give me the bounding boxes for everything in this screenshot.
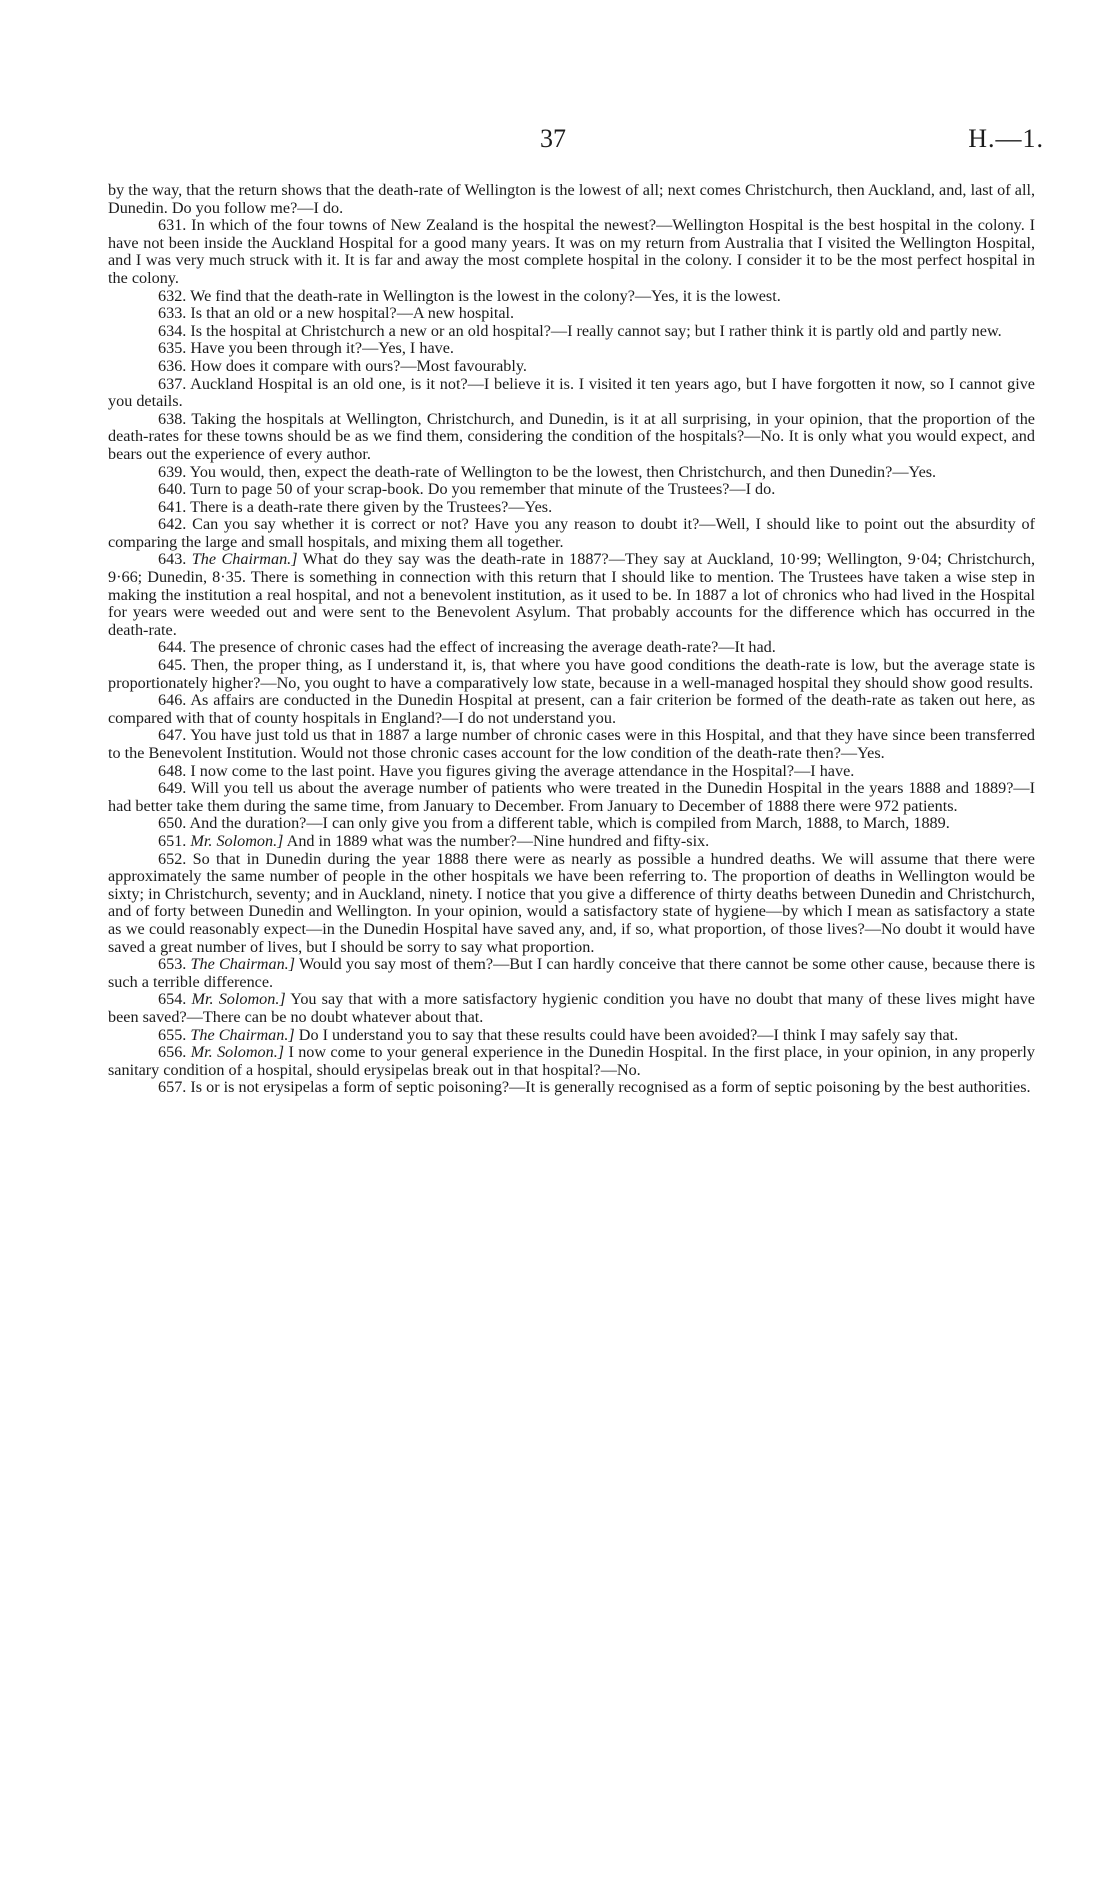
question-paragraph [108, 182, 1035, 217]
paragraph-text: 640. Turn to page 50 of your scrap-book. Do you remember that minute of the Trustees?—I do. [158, 480, 776, 499]
question-paragraph [108, 358, 1035, 376]
question-paragraph [108, 516, 1035, 551]
transcript-body [108, 182, 1035, 1097]
paragraph-text: 639. You would, then, expect the death-rate of Wellington to be the lowest, then Christchurch, and then Dunedin?—Yes. [158, 462, 937, 481]
document-code: H.—1. [968, 124, 1044, 153]
paragraph-text: I now come to your general experience in the Dunedin Hospital. In the first place, in your opinion, in any properly sanitary condition of a hospital, should erysipelas break out in that hospital?—No. [108, 1043, 1035, 1079]
paragraph-text: 633. Is that an old or a new hospital?—A new hospital. [158, 304, 515, 323]
question-number: 656. [158, 1043, 191, 1062]
paragraph-text: And in 1889 what was the number?—Nine hundred and fifty-six. [286, 831, 710, 850]
question-paragraph [108, 657, 1035, 692]
paragraph-text: What do they say was the death-rate in 1887?—They say at Auckland, 10·99; Wellington, 9·04; Christchurch, 9·66; Dunedin, 8·35. There is something in connection with this return that I should like to mention. The Trustees have taken a wise step in making the institution a real hospital, and not a benevolent institution, as it used to be. In 1887 a lot of chronics who had lived in the Hospital for years were weeded out and were sent to the Benevolent Asylum. That probably accounts for the difference which has occurred in the death-rate. [108, 550, 1035, 639]
speaker-label: The Chairman.] [190, 955, 296, 974]
question-number: 651. [158, 831, 191, 850]
paragraph-text: 635. Have you been through it?—Yes, I have. [158, 339, 454, 358]
paragraph-text: 645. Then, the proper thing, as I understand it, is, that where you have good conditions the death-rate is low, but the average state is proportionately higher?—No, you ought to have a comparatively low state, because in a well-managed hospital they should show good results. [108, 656, 1035, 692]
question-paragraph [108, 1044, 1035, 1079]
paragraph-text: 641. There is a death-rate there given by the Trustees?—Yes. [158, 497, 553, 516]
question-paragraph [108, 411, 1035, 464]
paragraph-text: 634. Is the hospital at Christchurch a new or an old hospital?—I really cannot say; but I rather think it is partly old and partly new. [158, 321, 1002, 340]
paragraph-text: 650. And the duration?—I can only give you from a different table, which is compiled from March, 1888, to March, 1889. [158, 814, 950, 833]
paragraph-text: 649. Will you tell us about the average number of patients who were treated in the Dunedin Hospital in the years 1888 and 1889?—I had better take them during the same time, from January to December. From January to December of 1888 there were 972 patients. [108, 779, 1035, 815]
paragraph-text: 642. Can you say whether it is correct or not? Have you any reason to doubt it?—Well, I should like to point out the absurdity of comparing the large and small hospitals, and mixing them all together. [108, 515, 1035, 551]
question-paragraph [108, 1027, 1035, 1045]
paragraph-text: 644. The presence of chronic cases had the effect of increasing the average death-rate?—It had. [158, 638, 776, 657]
paragraph-text: Do I understand you to say that these results could have been avoided?—I think I may safely say that. [298, 1025, 959, 1044]
question-paragraph [108, 305, 1035, 323]
question-paragraph [108, 780, 1035, 815]
speaker-label: Mr. Solomon.] [190, 831, 284, 850]
question-number: 654. [158, 990, 192, 1009]
question-number: 643. [158, 550, 192, 569]
paragraph-text: You say that with a more satisfactory hygienic condition you have no doubt that many of these lives might have been saved?—There can be no doubt whatever about that. [108, 990, 1035, 1026]
speaker-label: Mr. Solomon.] [191, 990, 286, 1009]
question-number: 655. [158, 1025, 191, 1044]
page-number: 37 [540, 124, 566, 153]
question-paragraph [108, 833, 1035, 851]
question-paragraph [108, 815, 1035, 833]
paragraph-text: 657. Is or is not erysipelas a form of septic poisoning?—It is generally recognised as a form of septic poisoning by the best authorities. [158, 1078, 1031, 1097]
question-paragraph [108, 464, 1035, 482]
question-paragraph [108, 639, 1035, 657]
question-paragraph [108, 1079, 1035, 1097]
speaker-label: Mr. Solomon.] [190, 1043, 285, 1062]
question-paragraph [108, 851, 1035, 957]
question-paragraph [108, 340, 1035, 358]
question-paragraph [108, 481, 1035, 499]
question-paragraph [108, 991, 1035, 1026]
question-paragraph [108, 727, 1035, 762]
question-paragraph [108, 323, 1035, 341]
speaker-label: The Chairman.] [190, 1025, 295, 1044]
question-paragraph [108, 499, 1035, 517]
question-paragraph [108, 217, 1035, 287]
question-paragraph [108, 551, 1035, 639]
paragraph-text: 632. We find that the death-rate in Wellington is the lowest in the colony?—Yes, it is the lowest. [158, 286, 781, 305]
question-paragraph [108, 376, 1035, 411]
question-paragraph [108, 763, 1035, 781]
paragraph-text: by the way, that the return shows that the death-rate of Wellington is the lowest of all; next comes Christchurch, then Auckland, and, last of all, Dunedin. Do you follow me?—I do. [108, 181, 1035, 217]
paragraph-text: 631. In which of the four towns of New Zealand is the hospital the newest?—Wellington Hospital is the best hospital in the colony. I have not been inside the Auckland Hospital for a good many years. It was on my return from Australia that I visited the Wellington Hospital, and I was very much struck with it. It is far and away the most complete hospital in the colony. I consider it to be the most perfect hospital in the colony. [108, 216, 1035, 287]
question-paragraph [108, 692, 1035, 727]
paragraph-text: 652. So that in Dunedin during the year 1888 there were as nearly as possible a hundred deaths. We will assume that there were approximately the same number of people in the other hospitals we have been referring to. The proportion of deaths in Wellington would be sixty; in Christchurch, seventy; and in Auckland, ninety. I notice that you give a difference of thirty deaths between Dunedin and Christchurch, and of forty between Dunedin and Wellington. In your opinion, would a satisfactory state of hygiene—by which I mean as satisfactory a state as we could reasonably expect—in the Dunedin Hospital have saved any, and, if so, what proportion, of those lives?—No doubt it would have saved a great number of lives, but I should be sorry to say what proportion. [108, 849, 1035, 956]
paragraph-text: 648. I now come to the last point. Have you figures giving the average attendance in the Hospital?—I have. [158, 761, 855, 780]
paragraph-text: 638. Taking the hospitals at Wellington, Christchurch, and Dunedin, is it at all surprising, in your opinion, that the proportion of the death-rates for these towns should be as we find them, considering the condition of the hospitals?—No. It is only what you would expect, and bears out the experience of every author. [108, 409, 1035, 463]
page-header [0, 124, 1114, 160]
paragraph-text: 636. How does it compare with ours?—Most favourably. [158, 356, 527, 375]
question-paragraph [108, 956, 1035, 991]
speaker-label: The Chairman.] [191, 550, 298, 569]
paragraph-text: 637. Auckland Hospital is an old one, is it not?—I believe it is. I visited it ten years ago, but I have forgotten it now, so I cannot give you details. [108, 374, 1035, 411]
paragraph-text: 646. As affairs are conducted in the Dunedin Hospital at present, can a fair criterion be formed of the death-rate as taken out here, as compared with that of county hospitals in England?—I do not understand you. [108, 691, 1035, 727]
question-paragraph [108, 288, 1035, 306]
paragraph-text: 647. You have just told us that in 1887 a large number of chronic cases were in this Hospital, and that they have since been transferred to the Benevolent Institution. Would not those chronic cases account for the low condition of the death-rate then?—Yes. [108, 726, 1035, 762]
paragraph-text: Would you say most of them?—But I can hardly conceive that there cannot be some other cause, because there is such a terrible difference. [108, 955, 1035, 991]
question-number: 653. [158, 955, 191, 974]
